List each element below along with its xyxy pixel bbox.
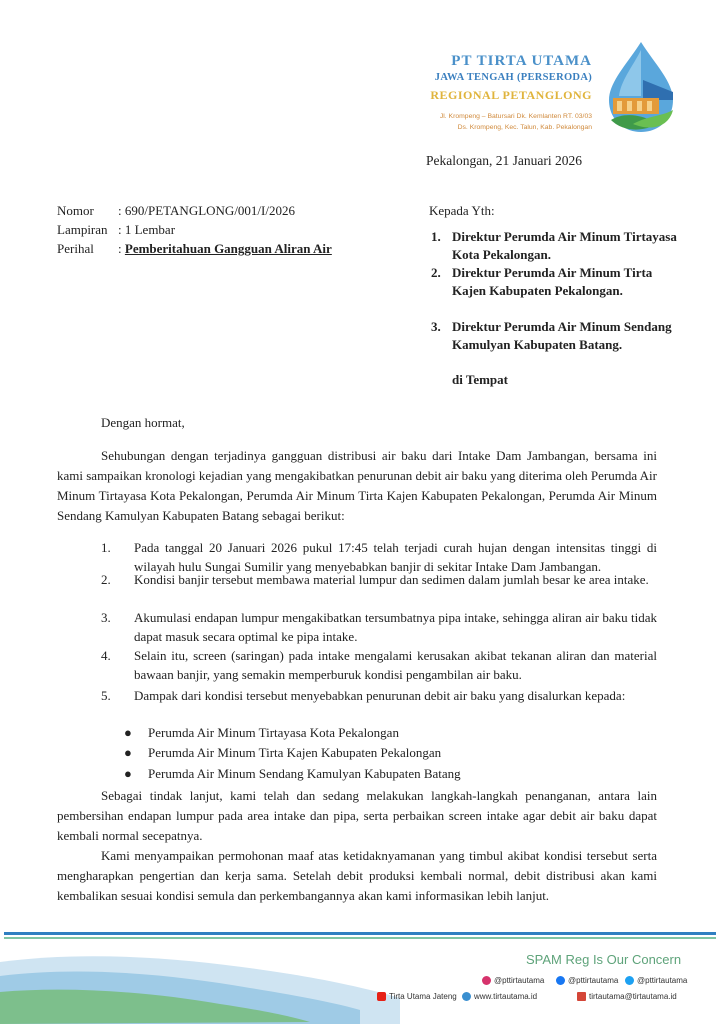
twitter-icon [625, 976, 634, 985]
youtube-link[interactable] [377, 992, 457, 1001]
addressee-text: Direktur Perumda Air Minum Sendang Kamulyan Kabupaten Batang. [452, 319, 672, 352]
chronology-text: Pada tanggal 20 Januari 2026 pukul 17:45 telah terjadi curah hujan dengan intensitas tinggi di wilayah hulu Sungai Sumilir yang menyebabkan banjir di sekitar Intake Dam Jambangan. [134, 540, 657, 574]
globe-icon [462, 992, 471, 1001]
chronology-item [101, 686, 657, 705]
perihal-colon: : [118, 241, 122, 256]
chronology-item [101, 570, 657, 589]
facebook-handle: @pttirtautama [568, 976, 619, 985]
facebook-icon [556, 976, 565, 985]
chronology-number: 1. [101, 540, 111, 555]
paragraph-apology-text: Kami menyampaikan permohonan maaf atas ketidaknyamanan yang timbul akibat kondisi tersebut serta mengharapkan pengertian dan kerja sama. Setelah debit produksi kembali normal, debit distribusi akan kami kembalikan sesuai kondisi semula dan perkembangannya akan kami informasikan lebih lanjut. [57, 848, 657, 903]
chronology-number: 3. [101, 610, 111, 625]
chronology-item [101, 608, 657, 646]
instagram-icon [482, 976, 491, 985]
addressee-text: Direktur Perumda Air Minum Tirta Kajen Kabupaten Pekalongan. [452, 265, 653, 298]
website-url: www.tirtautama.id [474, 992, 538, 1001]
chronology-text: Kondisi banjir tersebut membawa material lumpur dan sedimen dalam jumlah besar ke area intake. [134, 572, 649, 587]
youtube-channel: Tirta Utama Jateng [389, 992, 457, 1001]
twitter-handle: @pttirtautama [637, 976, 688, 985]
bullet-icon: ● [124, 766, 132, 781]
addressee-item [431, 318, 681, 354]
affected-party-item [124, 766, 461, 782]
addressee-intro: Kepada Yth: [429, 203, 495, 218]
addressee-item [431, 264, 681, 300]
addressee-closing: di Tempat [452, 372, 508, 387]
addressee-number: 1. [431, 229, 441, 244]
company-address-line1: Jl. Krompeng – Batursari Dk. Kemlanten RT. 03/03 [439, 113, 592, 120]
bullet-icon: ● [124, 725, 132, 740]
company-subtitle: JAWA TENGAH (PERSERODA) [434, 72, 592, 83]
subject: Pemberitahuan Gangguan Aliran Air [124, 241, 332, 256]
affected-party-item [124, 745, 441, 761]
company-name: PT TIRTA UTAMA [451, 53, 592, 69]
chronology-item [101, 646, 657, 684]
affected-party-item [124, 725, 399, 741]
lampiran-value: : 1 Lembar [118, 222, 176, 237]
email-link[interactable] [577, 992, 677, 1001]
email-address: tirtautama@tirtautama.id [589, 992, 677, 1001]
nomor-value: : 690/PETANGLONG/001/I/2026 [118, 203, 295, 218]
affected-party-text: Perumda Air Minum Sendang Kamulyan Kabupaten Batang [148, 766, 461, 781]
footer-tagline: SPAM Reg Is Our Concern [526, 952, 682, 967]
paragraph-intro [57, 446, 657, 526]
affected-party-text: Perumda Air Minum Tirta Kajen Kabupaten Pekalongan [148, 745, 442, 760]
bullet-icon: ● [124, 745, 132, 760]
footer-divider [0, 930, 720, 942]
chronology-number: 4. [101, 648, 111, 663]
twitter-link[interactable] [625, 976, 687, 985]
instagram-handle: @pttirtautama [494, 976, 545, 985]
paragraph-intro-text: Sehubungan dengan terjadinya gangguan distribusi air baku dari Intake Dam Jambangan, bersama ini kami sampaikan kronologi kejadian yang mengakibatkan penurunan debit air baku yang diterima oleh Perumda Air Minum Tirtayasa Kota Pekalongan, Perumda Air Minum Tirta Kajen Kabupaten Pekalongan, Perumda Air Minum Sendang Kamulyan Kabupaten Batang sebagai berikut: [57, 448, 657, 523]
addressee-number: 3. [431, 319, 441, 334]
letter-date: Pekalongan, 21 Januari 2026 [426, 153, 582, 168]
chronology-text: Dampak dari kondisi tersebut menyebabkan penurunan debit air baku yang disalurkan kepada: [134, 688, 626, 703]
chronology-number: 2. [101, 572, 111, 587]
lampiran-label: Lampiran [57, 222, 108, 237]
salutation: Dengan hormat, [101, 415, 185, 430]
affected-party-text: Perumda Air Minum Tirtayasa Kota Pekalongan [148, 725, 399, 740]
facebook-link[interactable] [556, 976, 618, 985]
paragraph-apology [57, 846, 657, 906]
youtube-icon [377, 992, 386, 1001]
paragraph-followup [57, 786, 657, 846]
company-logo [603, 40, 679, 136]
paragraph-followup-text: Sebagai tindak lanjut, kami telah dan sedang melakukan langkah-langkah penanganan, antara lain pembersihan endapan lumpur pada area intake dan pipa, serta perbaikan screen intake agar debit air baku dapat kembali normal secepatnya. [57, 788, 657, 843]
mail-icon [577, 992, 586, 1001]
addressee-item [431, 228, 681, 264]
nomor-label: Nomor [57, 203, 94, 218]
company-address-line2: Ds. Krompeng, Kec. Talun, Kab. Pekalongan [457, 124, 592, 131]
chronology-number: 5. [101, 688, 111, 703]
chronology-text: Akumulasi endapan lumpur mengakibatkan tersumbatnya pipa intake, sehingga aliran air baku tidak dapat masuk secara optimal ke pipa intake. [134, 610, 657, 644]
company-region: REGIONAL PETANGLONG [430, 88, 592, 102]
chronology-text: Selain itu, screen (saringan) pada intake mengalami kerusakan akibat tekanan aliran dan material bawaan banjir, yang semakin memperburuk kondisi pengambilan air baku. [134, 648, 657, 682]
website-link[interactable] [462, 992, 537, 1001]
addressee-text: Direktur Perumda Air Minum Tirtayasa Kota Pekalongan. [452, 229, 677, 262]
addressee-number: 2. [431, 265, 441, 280]
perihal-label: Perihal [57, 241, 94, 256]
perihal-row [118, 241, 332, 257]
instagram-link[interactable] [482, 976, 544, 985]
